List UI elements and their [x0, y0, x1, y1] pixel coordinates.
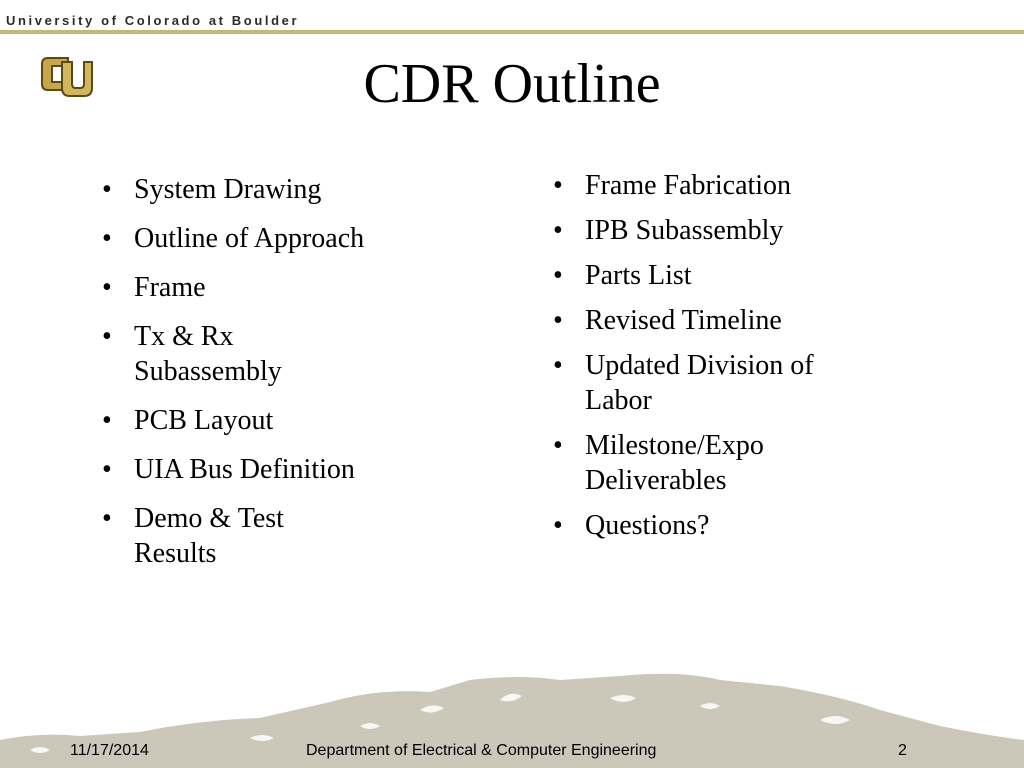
bullet-item: • Updated Division of Labor: [549, 348, 885, 418]
bullet-item: • Frame Fabrication: [549, 168, 899, 203]
bullet-item: • Tx & Rx Subassembly: [98, 319, 344, 389]
header-bar: [0, 0, 1024, 36]
footer-department: Department of Electrical & Computer Engineering: [306, 742, 657, 759]
left-bullet-list: [98, 172, 428, 585]
institution-title: University of Colorado at Boulder: [6, 13, 300, 28]
right-bullet-list: [549, 168, 899, 553]
footer-date: 11/17/2014: [70, 742, 149, 759]
bullet-item: • Demo & Test Results: [98, 501, 344, 571]
bullet-item: • Questions?: [549, 508, 899, 543]
bullet-item: • PCB Layout: [98, 403, 428, 438]
bullet-item: • IPB Subassembly: [549, 213, 899, 248]
bullet-item: • Outline of Approach: [98, 221, 428, 256]
bullet-item: • Parts List: [549, 258, 899, 293]
bullet-item: • UIA Bus Definition: [98, 452, 428, 487]
bullet-item: • Frame: [98, 270, 428, 305]
slide-title: CDR Outline: [363, 53, 661, 115]
bullet-item: • Revised Timeline: [549, 303, 899, 338]
footer-page-number: 2: [898, 742, 907, 759]
header-divider: [0, 30, 1024, 34]
bullet-item: • System Drawing: [98, 172, 428, 207]
bullet-item: • Milestone/Expo Deliverables: [549, 428, 835, 498]
